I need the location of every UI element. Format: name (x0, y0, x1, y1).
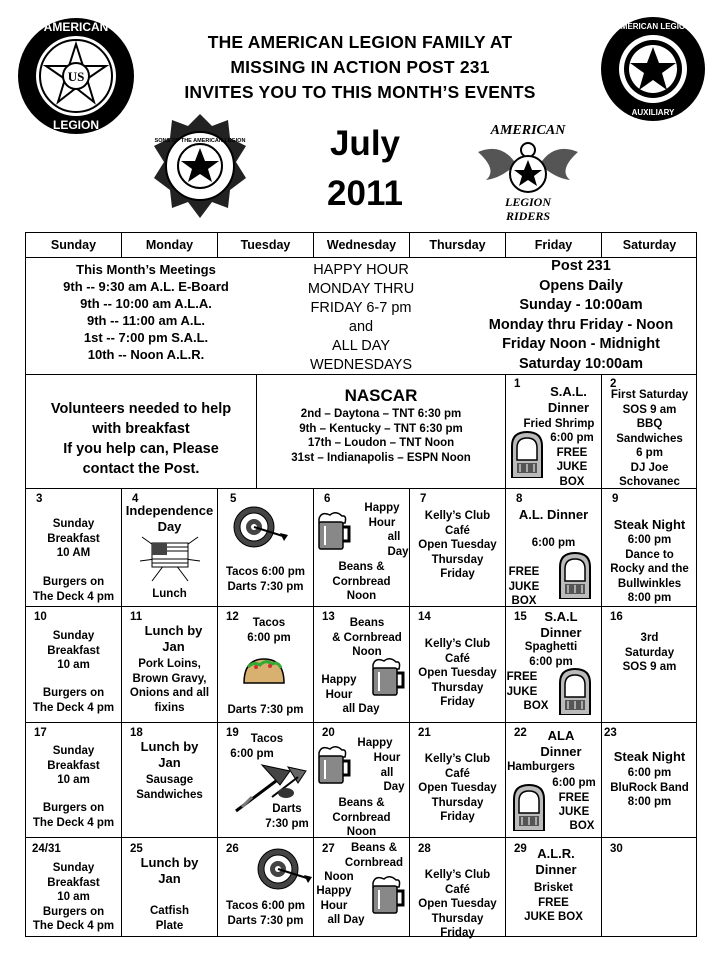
date-number: 13 (322, 611, 335, 623)
jukebox-icon (512, 783, 546, 831)
sal-dinner-title: S.A.L. Dinner (547, 384, 590, 415)
date-number: 16 (610, 611, 623, 623)
date-number: 26 (226, 843, 239, 855)
header-line-3: INVITES YOU TO THIS MONTH’S EVENTS (184, 82, 536, 102)
date-number: 28 (418, 843, 431, 855)
date-number: 7 (420, 493, 427, 505)
date-number: 15 (514, 611, 527, 623)
meetings-block (26, 261, 266, 363)
date-number: 1 (514, 378, 521, 390)
date-number: 2 (610, 378, 617, 390)
day-2-events: First Saturday SOS 9 am BBQ Sandwiches 6 pm DJ Joe Schovanec (610, 389, 689, 488)
american-legion-emblem-icon (16, 16, 136, 136)
date-number: 9 (612, 493, 619, 505)
day-header-sunday: Sunday (50, 238, 97, 252)
date-number: 11 (130, 611, 143, 623)
date-number: 3 (36, 493, 43, 505)
day-header-thursday: Thursday (429, 238, 486, 252)
date-number: 21 (418, 727, 431, 739)
riders-bottom-text-2: RIDERS (505, 209, 551, 223)
date-number: 5 (230, 493, 237, 505)
day-header-saturday: Saturday (622, 238, 677, 252)
date-number: 27 (322, 843, 335, 855)
jukebox-icon (558, 551, 592, 599)
nascar-block: NASCAR 2nd – Daytona – TNT 6:30 pm 9th – Kentucky – TNT 6:30 pm 17th – Loudon – TNT Noon 31st – Indianapolis – ESPN Noon (257, 385, 505, 465)
date-number: 23 (604, 727, 617, 739)
happy-hour-block: HAPPY HOUR MONDAY THRU FRIDAY 6-7 pm and ALL DAY WEDNESDAYS (307, 262, 415, 373)
date-number: 19 (226, 727, 239, 739)
jukebox-icon (510, 430, 544, 478)
meeting-line: 1st -- 7:00 pm S.A.L. (83, 330, 209, 345)
year-label: 2011 (327, 174, 403, 213)
sons-of-legion-emblem-icon (152, 112, 248, 222)
meeting-line: 10th -- Noon A.L.R. (87, 347, 205, 362)
volunteers-notice: Volunteers needed to help with breakfast If you help can, Please contact the Post. (50, 401, 232, 477)
date-number: 22 (514, 727, 527, 739)
jukebox-icon (558, 667, 592, 715)
date-number: 14 (418, 611, 431, 623)
taco-icon (240, 655, 288, 685)
beer-mug-icon (370, 875, 406, 915)
date-number: 6 (324, 493, 331, 505)
legion-top-text: AMERICAN (43, 20, 109, 34)
meeting-line: 9th -- 9:30 am A.L. E-Board (63, 279, 229, 294)
date-number: 24/31 (32, 843, 61, 855)
header-title (150, 30, 570, 105)
american-flag-icon (138, 531, 202, 583)
sons-logo-text: SONS OF THE AMERICAN LEGION (154, 138, 246, 144)
calendar-grid: Sunday Monday Tuesday Wednesday Thursday Friday Saturday This Month’s Meetings 9th -- 9:30 am A.L. E-Board 9th -- 10:00 am A.L.A. 9th -- 11:00 am A.L. 1st -- 7:00 pm S.A.L. 10th -- Noon A.L.R. HAPPY HOUR MONDAY THRU FRIDAY 6-7 pm and ALL DAY WEDNESDAYS Post 231 Opens Daily Sunday - 10:00am Monday thru Friday - Noon Friday Noon - Midnight Saturday 10:00am Volunteers needed to help with breakfast If you help can, Please contact the Post. NASCAR 2nd – Daytona – TNT 6:30 pm 9th – Kentucky – TNT 6:30 pm 17th – Loudon – TNT Noon 31st – Indianapolis – ESPN Noon 1 S.A.L. Dinner Fried Shrimp 6:00 pm FREE JUKE BOX 2 First Saturday SOS 9 am BBQ Sandwiches 6 pm DJ Joe Schovanec 3 Sunday Breakfast 10 AM Burgers on The Deck 4 pm 4 Independence Day Lunch 5 Tacos 6:00 pm Darts 7:30 pm 6 Happy Hour all Day Beans & Cornbread Noon 7 Kelly’s Club Café Open Tuesday Thursday Friday 8 A.L. Dinner 6:00 pm FREE JUKE BOX 9 Steak Night 6:00 pm Dance to Rocky and the Bullwinkles 8:00 pm 10 Sunday Breakfast 10 am Burgers on The Deck 4 pm 11 Lunch by Jan Pork Loins, Brown Gravy, Onions and all fixins 12 Tacos 6:00 pm Darts 7:30 pm 13 Beans & Cornbread Noon Happy Hour all Day 14 Kelly’s Club Café Open Tuesday Thursday Friday 15 S.A.L Dinner Spaghetti 6:00 pm FREE JUKE BOX 16 3rd Saturday SOS 9 am 17 Sunday Breakfast 10 am Burgers on The Deck 4 pm 18 Lunch by Jan Sausage Sandwiches 19 Tacos 6:00 pm Darts 7:30 pm 20 Happy Hour all Day Beans & Cornbread Noon 21 Kelly’s Club Café Open Tuesday Thursday Friday 22 ALA Dinner Hamburgers 6:00 pm FREE JUKE BOX 23 Steak Night 6:00 pm BluRock Band 8:00 pm 24/31 Sunday Breakfast 10 am Burgers on The Deck 4 pm 25 Lunch by Jan Catfish Plate 26 Tacos 6:00 pm Darts 7:30 pm 27 Beans & Cornbread Noon Happy Hour all Day 28 Kelly’s Club Café Open Tuesday Thursday Friday 29 A.L.R. Dinner Brisket FREE JUKE BOX 30 (25, 232, 697, 937)
day-header-monday: Monday (145, 238, 194, 252)
date-number: 8 (516, 493, 523, 505)
legion-auxiliary-emblem-icon (600, 16, 706, 122)
month-label: July (329, 124, 401, 163)
date-number: 30 (610, 843, 623, 855)
date-number: 10 (34, 611, 47, 623)
riders-bottom-text-1: LEGION (504, 195, 552, 209)
day-header-tuesday: Tuesday (240, 238, 291, 252)
legion-bottom-text: LEGION (52, 118, 100, 132)
meetings-title: This Month’s Meetings (76, 262, 216, 277)
day-header-wednesday: Wednesday (326, 238, 397, 252)
day-header-friday: Friday (534, 238, 573, 252)
beer-mug-icon (370, 657, 406, 697)
date-number: 12 (226, 611, 239, 623)
dartboard-icon (232, 505, 288, 549)
legion-center-text: US (67, 69, 85, 84)
auxiliary-bottom-text: AUXILIARY (631, 108, 675, 117)
date-number: 17 (34, 727, 47, 739)
auxiliary-top-text: AMERICAN LEGION (615, 22, 691, 31)
beer-mug-icon (316, 511, 352, 551)
date-number: 25 (130, 843, 143, 855)
nascar-title: NASCAR (344, 386, 418, 405)
date-number: 20 (322, 727, 335, 739)
dartboard-icon (256, 847, 312, 891)
riders-top-text: AMERICAN (490, 123, 566, 138)
header-line-2: MISSING IN ACTION POST 231 (230, 57, 490, 77)
meeting-line: 9th -- 11:00 am A.L. (87, 313, 205, 328)
post-hours-block: Post 231 Opens Daily Sunday - 10:00am Monday thru Friday - Noon Friday Noon - Midnight Saturday 10:00am (488, 258, 674, 372)
header-line-1: THE AMERICAN LEGION FAMILY AT (207, 32, 513, 52)
date-number: 18 (130, 727, 143, 739)
legion-riders-emblem-icon (472, 112, 584, 224)
beer-mug-icon (316, 745, 352, 785)
meeting-line: 9th -- 10:00 am A.L.A. (80, 296, 212, 311)
date-number: 29 (514, 843, 527, 855)
date-number: 4 (132, 493, 139, 505)
